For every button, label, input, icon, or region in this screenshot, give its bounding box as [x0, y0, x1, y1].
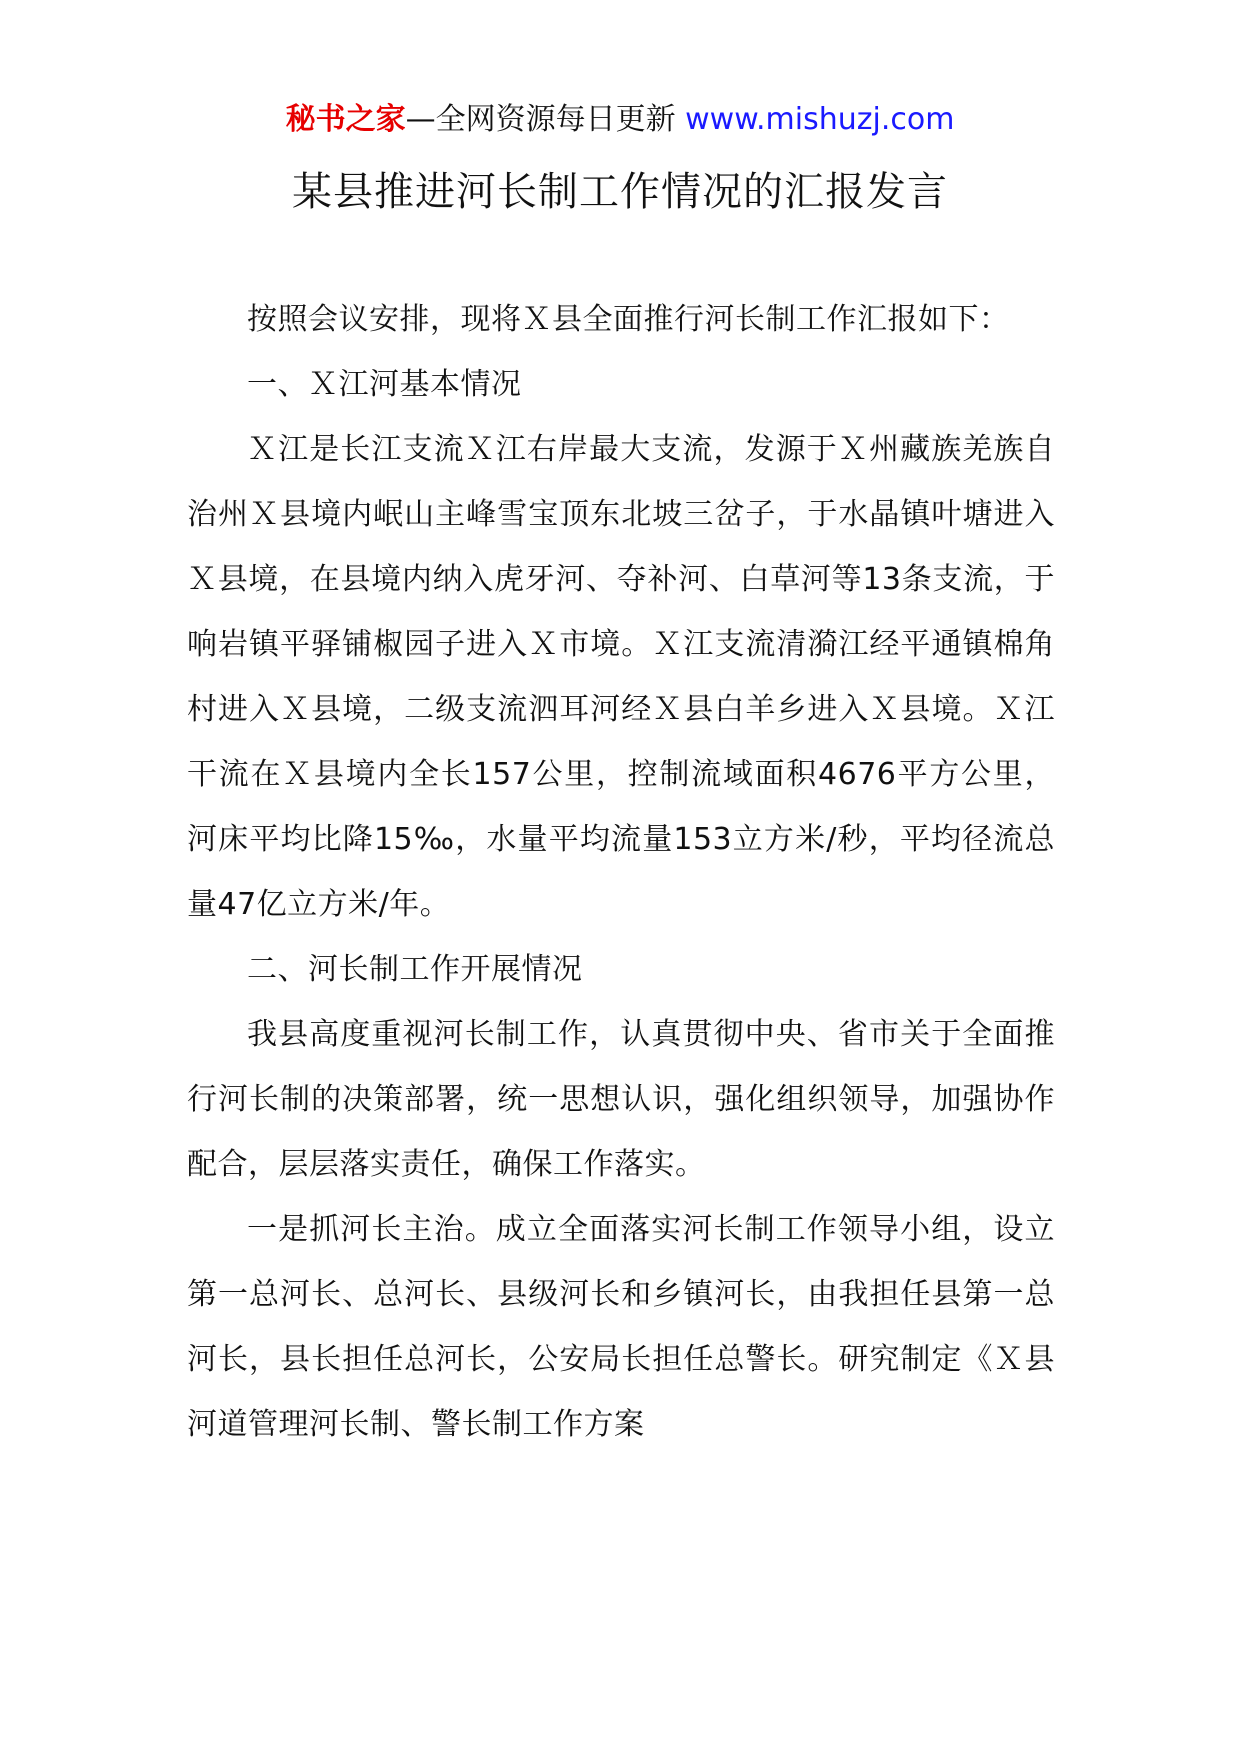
section-heading-2: 二、河长制工作开展情况	[247, 952, 583, 987]
paragraph-overview: 我县高度重视河长制工作，认真贯彻中央、省市关于全面推行河长制的决策部署，统一思想认识，强化组织领导，加强协作配合，层层落实责任，确保工作落实。	[187, 1017, 1055, 1182]
section-heading-1: 一、Ｘ江河基本情况	[247, 367, 522, 402]
paragraph-intro: 按照会议安排，现将Ｘ县全面推行河长制工作汇报如下：	[247, 302, 1010, 337]
paragraph-river-info: Ｘ江是长江支流Ｘ江右岸最大支流，发源于Ｘ州藏族羌族自治州Ｘ县境内岷山主峰雪宝顶东北坡三岔子，于水晶镇叶塘进入Ｘ县境，在县境内纳入虎牙河、夺补河、白草河等13条支流，于响岩镇平驿铺椒园子进入Ｘ市境。Ｘ江支流清漪江经平通镇棉角村进入Ｘ县境，二级支流泗耳河经Ｘ县白羊乡进入Ｘ县境。Ｘ江干流在Ｘ县境内全长157公里，控制流域面积4676平方公里，河床平均比降15‰，水量平均流量153立方米/秒，平均径流总量47亿立方米/年。	[187, 432, 1055, 922]
site-header	[0, 100, 1240, 140]
header-tagline: —全网资源每日更新	[405, 102, 686, 137]
document-body	[187, 287, 1055, 1457]
document-title: 某县推进河长制工作情况的汇报发言	[292, 169, 948, 215]
site-url: www.mishuzj.com	[685, 102, 955, 137]
brand-name: 秘书之家	[285, 102, 406, 137]
paragraph-leadership: 一是抓河长主治。成立全面落实河长制工作领导小组，设立第一总河长、总河长、县级河长和乡镇河长，由我担任县第一总河长，县长担任总河长，公安局长担任总警长。研究制定《Ｘ县河道管理河长制、警长制工作方案	[187, 1212, 1055, 1442]
